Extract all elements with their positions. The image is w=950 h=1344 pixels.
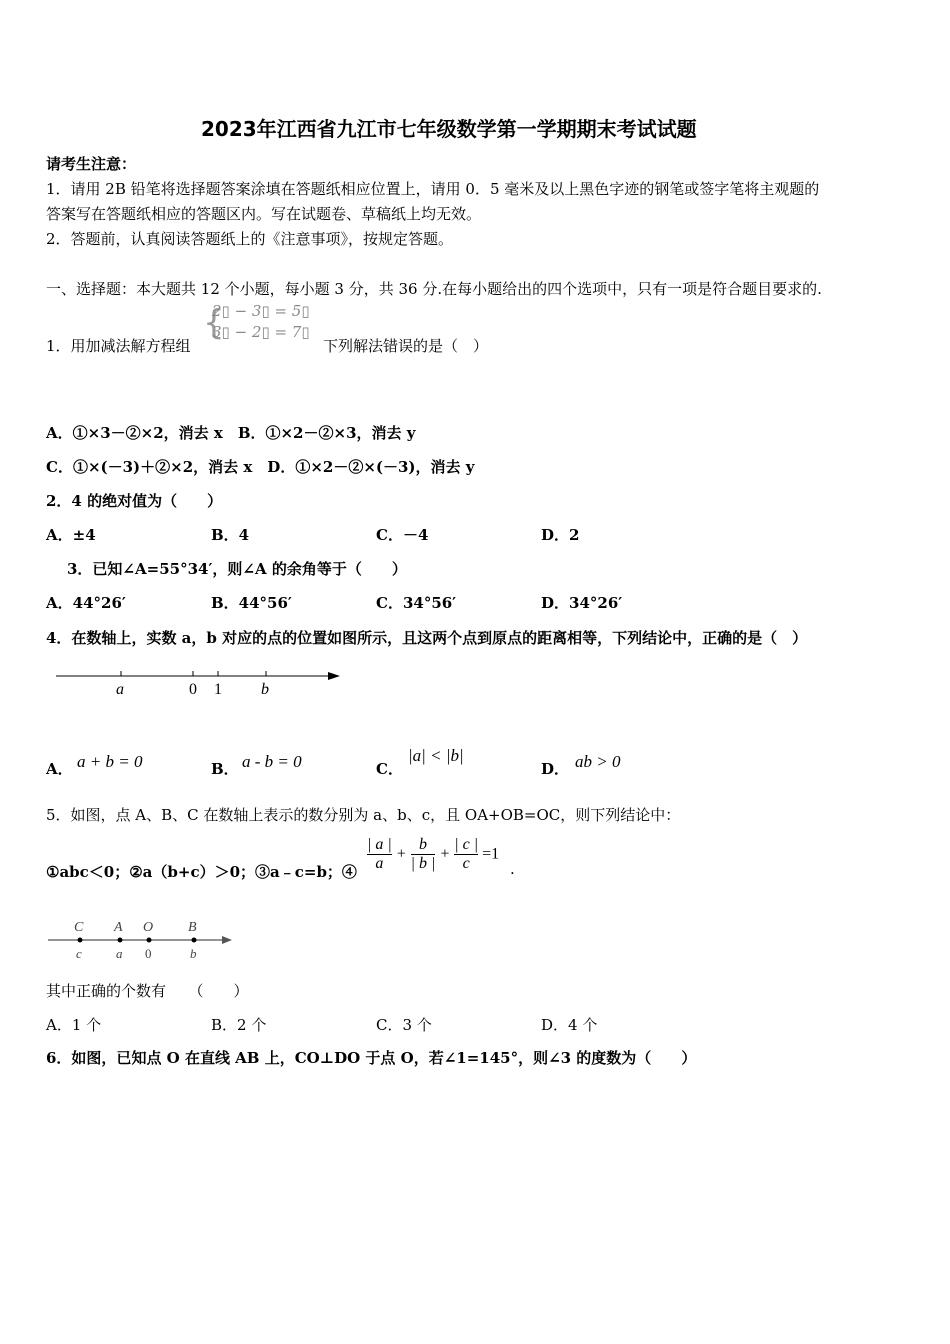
q4-axis-label-b: b <box>261 681 269 698</box>
q5-axis-top-b: B <box>188 920 197 935</box>
q5-axis-bottom-c: c <box>76 946 82 961</box>
q3-option-b: B．44°56′ <box>211 594 292 612</box>
q2-stem: 2．4 的绝对值为（ ） <box>46 492 223 510</box>
q5-period: . <box>510 860 515 878</box>
q2-option-d: D．2 <box>541 526 580 544</box>
section-1-heading: 一、选择题：本大题共 12 个小题，每小题 3 分，共 36 分.在每小题给出的四个选项中，只有一项是符合题目要求的. <box>46 280 822 298</box>
q4-option-a-letter: A． <box>46 760 73 778</box>
q6-stem: 6．如图，已知点 O 在直线 AB 上，CO⊥DO 于点 O，若∠1=145°，则∠3 的度数为（ ） <box>46 1049 697 1067</box>
q1-suffix: 下列解法错误的是（ ） <box>323 337 489 355</box>
notice-line-1b: 答案写在答题纸相应的答题区内。写在试题卷、草稿纸上均无效。 <box>46 205 482 223</box>
page-title: 2023年江西省九江市七年级数学第一学期期末考试试题 <box>201 117 697 141</box>
q5-axis-top-a: A <box>114 920 123 935</box>
q1-equation-2: 3▯ − 2▯ = 7▯ <box>212 323 310 341</box>
q5-frac-b-over-b: $\frac{b}{| b |}$ <box>410 836 436 872</box>
q5-frac-c-over-c: $\frac{| c |}{c}$ <box>454 836 479 872</box>
q5-stem: 5．如图，点 A、B、C 在数轴上表示的数分别为 a、b、c，且 OA+OB=OC，则下列结论中： <box>46 806 681 824</box>
q5-point-a <box>118 938 123 943</box>
q4-option-d-expr: ab > 0 <box>575 752 621 771</box>
q1-equation-1: 2▯ − 3▯ = 5▯ <box>212 302 310 320</box>
q5-axis-bottom-a: a <box>116 946 123 961</box>
q5-count-question: 其中正确的个数有 （ ） <box>46 982 249 1000</box>
q4-axis-label-1: 1 <box>214 681 222 698</box>
q5-number-line <box>46 915 236 963</box>
q1-system-brace: { <box>203 303 225 343</box>
q3-stem: 3．已知∠A=55°34′，则∠A 的余角等于（ ） <box>67 560 407 578</box>
q5-option-d: D．4 个 <box>541 1016 598 1034</box>
q2-option-b: B．4 <box>211 526 250 544</box>
q5-point-o <box>147 938 152 943</box>
q2-option-c: C．－4 <box>376 526 429 544</box>
q4-option-b-letter: B． <box>211 760 239 778</box>
q5-point-c <box>78 938 83 943</box>
q5-axis-bottom-b: b <box>190 946 197 961</box>
q4-option-c-letter: C． <box>376 760 403 778</box>
q5-point-b <box>192 938 197 943</box>
q5-option-a: A．1 个 <box>46 1016 102 1034</box>
q5-axis-top-o: O <box>143 920 154 935</box>
q3-option-c: C．34°56′ <box>376 594 457 612</box>
q5-option-c: C．3 个 <box>376 1016 432 1034</box>
q5-option-b: B．2 个 <box>211 1016 267 1034</box>
q2-option-a: A．±4 <box>46 526 96 544</box>
q1-options-ab: A．①×3－②×2，消去 x B．①×2－②×3，消去 y <box>46 424 416 442</box>
q4-axis-label-0: 0 <box>189 681 197 698</box>
notice-heading: 请考生注意： <box>46 155 137 173</box>
q5-fraction-expression: $\frac{| a |}{a}$ + $\frac{b}{| b |}$ + $\frac{| c |}{c}$ =1 <box>367 836 500 872</box>
q3-option-a: A．44°26′ <box>46 594 126 612</box>
q4-option-c-expr: |a| < |b| <box>408 746 464 765</box>
q4-stem: 4．在数轴上，实数 a，b 对应的点的位置如图所示，且这两个点到原点的距离相等，下列结论中，正确的是（ ） <box>46 629 808 647</box>
notice-line-1a: 1．请用 2B 铅笔将选择题答案涂填在答题纸相应位置上，请用 0．5 毫米及以上黑色字迹的钢笔或签字笔将主观题的 <box>46 180 820 198</box>
q1-prefix: 1．用加减法解方程组 <box>46 337 191 355</box>
q1-options-cd: C．①×(－3)＋②×2，消去 x D．①×2－②×(－3)，消去 y <box>46 458 475 476</box>
q3-option-d: D．34°26′ <box>541 594 623 612</box>
q4-option-a-expr: a + b = 0 <box>77 752 143 771</box>
q4-axis-label-a: a <box>116 681 124 698</box>
q4-number-line <box>50 660 350 702</box>
q5-axis-bottom-0: 0 <box>145 946 152 961</box>
q5-conditions: ①abc＜0；②a（b+c）＞0；③a﹣c=b；④ <box>46 863 357 881</box>
q5-frac-a-over-a: $\frac{| a |}{a}$ <box>367 836 392 872</box>
notice-line-2: 2．答题前，认真阅读答题纸上的《注意事项》，按规定答题。 <box>46 230 454 248</box>
q4-option-b-expr: a - b = 0 <box>242 752 302 771</box>
q5-axis-top-c: C <box>74 920 84 935</box>
q4-option-d-letter: D． <box>541 760 570 778</box>
